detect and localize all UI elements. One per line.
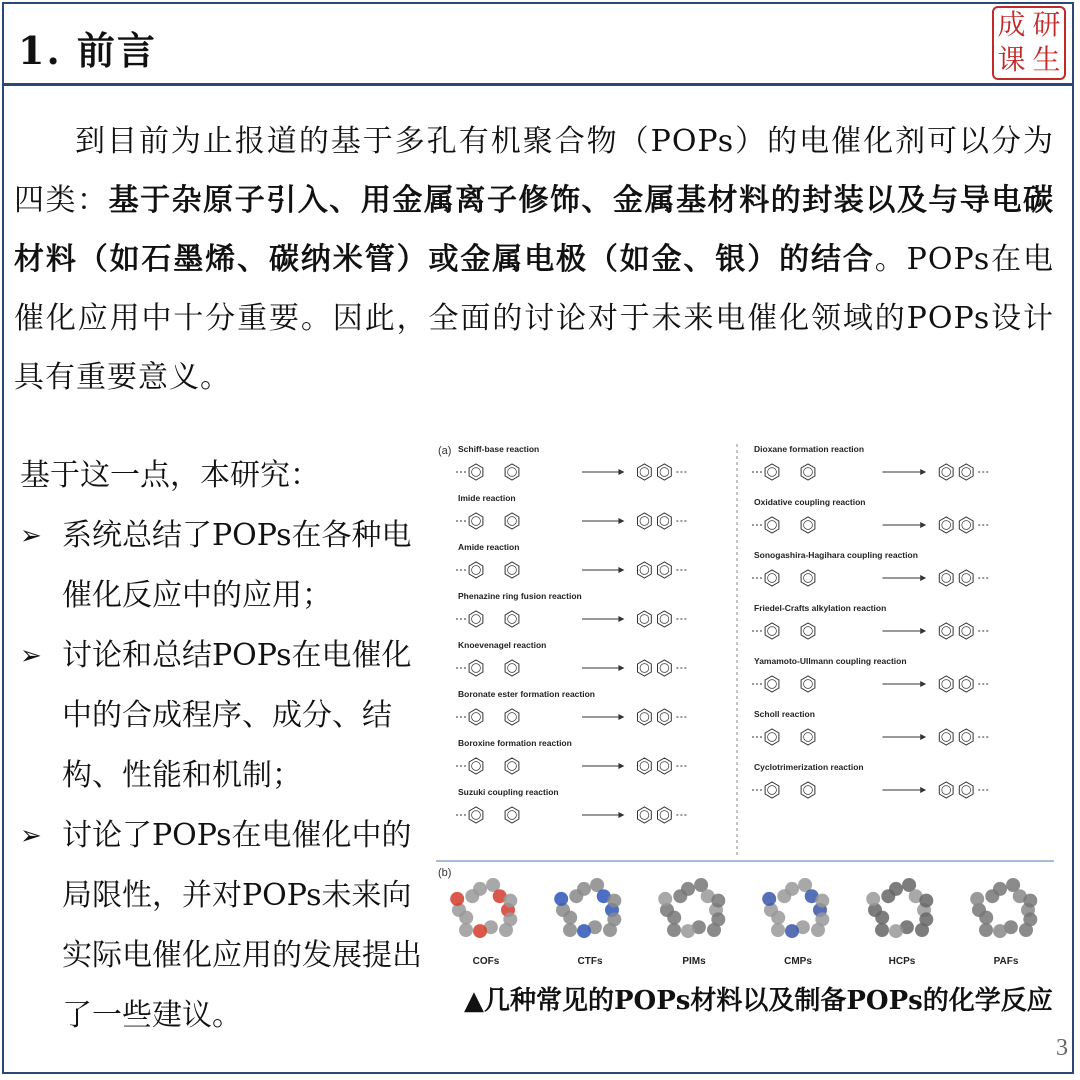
atom-sphere-icon xyxy=(970,892,984,906)
atom-sphere-icon xyxy=(866,892,880,906)
reaction-title: Scholl reaction xyxy=(754,709,815,719)
aromatic-circle-icon xyxy=(768,521,777,530)
atom-sphere-icon xyxy=(577,882,591,896)
atom-sphere-icon xyxy=(473,924,487,938)
benzene-ring-icon xyxy=(801,464,815,480)
benzene-ring-icon xyxy=(939,623,953,639)
arrowhead-icon xyxy=(920,575,926,581)
benzene-ring-icon xyxy=(939,676,953,692)
benzene-ring-icon xyxy=(638,758,652,774)
study-bullet xyxy=(20,626,440,806)
arrowhead-icon xyxy=(920,522,926,528)
aromatic-circle-icon xyxy=(472,468,481,477)
aromatic-circle-icon xyxy=(472,615,481,624)
atom-sphere-icon xyxy=(889,882,903,896)
aromatic-circle-icon xyxy=(962,627,971,636)
reaction-title: Friedel-Crafts alkylation reaction xyxy=(754,603,887,613)
study-lead: 基于这一点，本研究： xyxy=(20,458,320,493)
atom-sphere-icon xyxy=(875,923,889,937)
aromatic-circle-icon xyxy=(508,713,517,722)
benzene-ring-icon xyxy=(765,623,779,639)
arrowhead-icon xyxy=(920,628,926,634)
aromatic-circle-icon xyxy=(942,468,951,477)
aromatic-circle-icon xyxy=(804,786,813,795)
reaction-title: Knoevenagel reaction xyxy=(458,640,547,650)
atom-sphere-icon xyxy=(762,892,776,906)
aromatic-circle-icon xyxy=(660,811,669,820)
benzene-ring-icon xyxy=(505,611,519,627)
intro-text-1: 到目前为止报道的基于多孔有机聚合物（POPs）的电催化剂可以分为四类： xyxy=(14,124,1054,218)
atom-sphere-icon xyxy=(459,923,473,937)
page-number: 3 xyxy=(1056,1035,1068,1061)
seal-char: 研 xyxy=(1032,8,1061,41)
atom-sphere-icon xyxy=(681,882,695,896)
intro-text-bold: 基于杂原子引入、用金属离子修饰、金属基材料的封装以及与导电碳材料（如石墨烯、碳纳米管）或金属电极（如金、银）的结合 xyxy=(14,183,1054,277)
arrowhead-icon xyxy=(618,518,624,524)
benzene-ring-icon xyxy=(765,464,779,480)
benzene-ring-icon xyxy=(658,660,672,676)
aromatic-circle-icon xyxy=(508,664,517,673)
reaction-title: Cyclotrimerization reaction xyxy=(754,762,864,772)
aromatic-circle-icon xyxy=(472,517,481,526)
atom-sphere-icon xyxy=(919,894,933,908)
aromatic-circle-icon xyxy=(472,762,481,771)
aromatic-circle-icon xyxy=(962,468,971,477)
atom-sphere-icon xyxy=(1023,894,1037,908)
atom-sphere-icon xyxy=(707,923,721,937)
aromatic-circle-icon xyxy=(660,762,669,771)
material-label: PIMs xyxy=(682,956,706,967)
seal-char: 生 xyxy=(1032,43,1061,76)
atom-sphere-icon xyxy=(785,882,799,896)
arrow-bullet-icon: ➢ xyxy=(20,821,42,851)
arrowhead-icon xyxy=(618,763,624,769)
reaction-figure-svg xyxy=(436,440,1054,970)
aromatic-circle-icon xyxy=(804,680,813,689)
aromatic-circle-icon xyxy=(508,811,517,820)
aromatic-circle-icon xyxy=(942,786,951,795)
arrowhead-icon xyxy=(920,734,926,740)
aromatic-circle-icon xyxy=(804,627,813,636)
intro-text-2: 。POPs在电催化应用中十分重要。因此，全面的讨论对于未来电催化领域的POPs设计具有重要意义。 xyxy=(14,242,1054,395)
aromatic-circle-icon xyxy=(472,713,481,722)
aromatic-circle-icon xyxy=(804,468,813,477)
benzene-ring-icon xyxy=(658,807,672,823)
benzene-ring-icon xyxy=(469,513,483,529)
atom-sphere-icon xyxy=(1019,923,1033,937)
aromatic-circle-icon xyxy=(660,468,669,477)
aromatic-circle-icon xyxy=(508,762,517,771)
arrowhead-icon xyxy=(618,567,624,573)
slide-header xyxy=(2,2,1074,86)
benzene-ring-icon xyxy=(505,758,519,774)
arrowhead-icon xyxy=(920,681,926,687)
aromatic-circle-icon xyxy=(640,468,649,477)
benzene-ring-icon xyxy=(638,709,652,725)
benzene-ring-icon xyxy=(638,464,652,480)
seal-char: 课 xyxy=(997,43,1026,76)
arrow-bullet-icon: ➢ xyxy=(20,641,42,671)
benzene-ring-icon xyxy=(658,611,672,627)
atom-sphere-icon xyxy=(603,923,617,937)
aromatic-circle-icon xyxy=(804,521,813,530)
benzene-ring-icon xyxy=(505,709,519,725)
reaction-title: Imide reaction xyxy=(458,493,516,503)
aromatic-circle-icon xyxy=(508,615,517,624)
aromatic-circle-icon xyxy=(508,566,517,575)
slide-title: 1. 前言 xyxy=(18,28,157,73)
benzene-ring-icon xyxy=(959,570,973,586)
aromatic-circle-icon xyxy=(660,664,669,673)
atom-sphere-icon xyxy=(577,924,591,938)
benzene-ring-icon xyxy=(469,758,483,774)
atom-sphere-icon xyxy=(607,894,621,908)
seal-char: 成 xyxy=(997,8,1026,41)
benzene-ring-icon xyxy=(658,562,672,578)
bullet-text: 讨论和总结POPs在电催化中的合成程序、成分、结构、性能和机制； xyxy=(62,638,412,793)
aromatic-circle-icon xyxy=(804,733,813,742)
aromatic-circle-icon xyxy=(942,521,951,530)
material-label: PAFs xyxy=(993,956,1019,967)
atom-sphere-icon xyxy=(667,923,681,937)
figure-caption: ▲几种常见的POPs材料以及制备POPs的化学反应 xyxy=(464,986,1053,1016)
benzene-ring-icon xyxy=(939,517,953,533)
benzene-ring-icon xyxy=(658,464,672,480)
arrowhead-icon xyxy=(618,812,624,818)
aromatic-circle-icon xyxy=(942,627,951,636)
arrowhead-icon xyxy=(920,469,926,475)
benzene-ring-icon xyxy=(469,464,483,480)
aromatic-circle-icon xyxy=(508,468,517,477)
benzene-ring-icon xyxy=(469,709,483,725)
arrowhead-icon xyxy=(618,714,624,720)
aromatic-circle-icon xyxy=(660,566,669,575)
atom-sphere-icon xyxy=(771,923,785,937)
aromatic-circle-icon xyxy=(962,680,971,689)
intro-paragraph xyxy=(14,112,1054,407)
atom-sphere-icon xyxy=(993,924,1007,938)
arrowhead-icon xyxy=(618,469,624,475)
atom-sphere-icon xyxy=(785,924,799,938)
aromatic-circle-icon xyxy=(640,517,649,526)
benzene-ring-icon xyxy=(801,517,815,533)
atom-sphere-icon xyxy=(889,924,903,938)
aromatic-circle-icon xyxy=(768,468,777,477)
benzene-ring-icon xyxy=(801,623,815,639)
study-bullet xyxy=(20,806,440,1046)
aromatic-circle-icon xyxy=(640,762,649,771)
benzene-ring-icon xyxy=(765,782,779,798)
aromatic-circle-icon xyxy=(942,733,951,742)
reaction-title: Sonogashira-Hagihara coupling reaction xyxy=(754,550,918,560)
benzene-ring-icon xyxy=(801,676,815,692)
aromatic-circle-icon xyxy=(768,786,777,795)
benzene-ring-icon xyxy=(801,782,815,798)
benzene-ring-icon xyxy=(658,709,672,725)
benzene-ring-icon xyxy=(959,729,973,745)
arrowhead-icon xyxy=(618,616,624,622)
bullet-text: 系统总结了POPs在各种电催化反应中的应用； xyxy=(62,518,412,613)
benzene-ring-icon xyxy=(658,758,672,774)
seal-logo xyxy=(992,6,1066,80)
benzene-ring-icon xyxy=(765,517,779,533)
aromatic-circle-icon xyxy=(472,664,481,673)
reaction-title: Yamamoto-Ullmann coupling reaction xyxy=(754,656,907,666)
atom-sphere-icon xyxy=(979,923,993,937)
atom-sphere-icon xyxy=(915,923,929,937)
aromatic-circle-icon xyxy=(660,713,669,722)
reaction-figure xyxy=(436,440,1054,970)
reaction-title: Boroxine formation reaction xyxy=(458,738,572,748)
bullet-text: 讨论了POPs在电催化中的局限性，并对POPs未来向实际电催化应用的发展提出了一些建议。 xyxy=(62,818,422,1033)
benzene-ring-icon xyxy=(959,676,973,692)
atom-sphere-icon xyxy=(473,882,487,896)
aromatic-circle-icon xyxy=(640,713,649,722)
atom-sphere-icon xyxy=(554,892,568,906)
aromatic-circle-icon xyxy=(640,566,649,575)
benzene-ring-icon xyxy=(469,660,483,676)
benzene-ring-icon xyxy=(765,676,779,692)
panel-a-label: (a) xyxy=(438,445,452,457)
benzene-ring-icon xyxy=(469,807,483,823)
benzene-ring-icon xyxy=(638,562,652,578)
reaction-title: Phenazine ring fusion reaction xyxy=(458,591,582,601)
aromatic-circle-icon xyxy=(472,566,481,575)
benzene-ring-icon xyxy=(959,623,973,639)
aromatic-circle-icon xyxy=(962,786,971,795)
benzene-ring-icon xyxy=(801,570,815,586)
benzene-ring-icon xyxy=(959,464,973,480)
aromatic-circle-icon xyxy=(768,627,777,636)
benzene-ring-icon xyxy=(505,660,519,676)
atom-sphere-icon xyxy=(681,924,695,938)
benzene-ring-icon xyxy=(939,570,953,586)
aromatic-circle-icon xyxy=(804,574,813,583)
aromatic-circle-icon xyxy=(640,615,649,624)
benzene-ring-icon xyxy=(658,513,672,529)
aromatic-circle-icon xyxy=(768,680,777,689)
atom-sphere-icon xyxy=(811,923,825,937)
material-label: CTFs xyxy=(577,956,603,967)
atom-sphere-icon xyxy=(658,892,672,906)
reaction-title: Boronate ester formation reaction xyxy=(458,689,595,699)
material-label: COFs xyxy=(472,956,500,967)
arrowhead-icon xyxy=(618,665,624,671)
atom-sphere-icon xyxy=(499,923,513,937)
reaction-title: Amide reaction xyxy=(458,542,520,552)
aromatic-circle-icon xyxy=(768,574,777,583)
benzene-ring-icon xyxy=(801,729,815,745)
material-label: HCPs xyxy=(888,956,916,967)
reaction-title: Dioxane formation reaction xyxy=(754,444,865,454)
aromatic-circle-icon xyxy=(942,680,951,689)
aromatic-circle-icon xyxy=(660,615,669,624)
benzene-ring-icon xyxy=(638,660,652,676)
aromatic-circle-icon xyxy=(768,733,777,742)
benzene-ring-icon xyxy=(638,807,652,823)
benzene-ring-icon xyxy=(939,729,953,745)
study-bullet xyxy=(20,506,440,626)
aromatic-circle-icon xyxy=(962,733,971,742)
benzene-ring-icon xyxy=(505,807,519,823)
aromatic-circle-icon xyxy=(942,574,951,583)
benzene-ring-icon xyxy=(505,513,519,529)
aromatic-circle-icon xyxy=(508,517,517,526)
aromatic-circle-icon xyxy=(660,517,669,526)
atom-sphere-icon xyxy=(503,894,517,908)
benzene-ring-icon xyxy=(505,562,519,578)
benzene-ring-icon xyxy=(469,611,483,627)
aromatic-circle-icon xyxy=(640,664,649,673)
arrowhead-icon xyxy=(920,787,926,793)
reaction-title: Schiff-base reaction xyxy=(458,444,540,454)
benzene-ring-icon xyxy=(959,782,973,798)
benzene-ring-icon xyxy=(505,464,519,480)
study-summary xyxy=(20,446,440,1046)
benzene-ring-icon xyxy=(638,611,652,627)
benzene-ring-icon xyxy=(638,513,652,529)
atom-sphere-icon xyxy=(563,923,577,937)
arrow-bullet-icon: ➢ xyxy=(20,521,42,551)
atom-sphere-icon xyxy=(993,882,1007,896)
reaction-title: Suzuki coupling reaction xyxy=(458,787,559,797)
benzene-ring-icon xyxy=(959,517,973,533)
aromatic-circle-icon xyxy=(640,811,649,820)
benzene-ring-icon xyxy=(939,464,953,480)
reaction-title: Oxidative coupling reaction xyxy=(754,497,866,507)
aromatic-circle-icon xyxy=(472,811,481,820)
atom-sphere-icon xyxy=(711,894,725,908)
benzene-ring-icon xyxy=(469,562,483,578)
benzene-ring-icon xyxy=(765,729,779,745)
aromatic-circle-icon xyxy=(962,521,971,530)
atom-sphere-icon xyxy=(815,894,829,908)
benzene-ring-icon xyxy=(939,782,953,798)
benzene-ring-icon xyxy=(765,570,779,586)
material-label: CMPs xyxy=(784,956,812,967)
aromatic-circle-icon xyxy=(962,574,971,583)
atom-sphere-icon xyxy=(450,892,464,906)
panel-b-label: (b) xyxy=(438,867,452,879)
